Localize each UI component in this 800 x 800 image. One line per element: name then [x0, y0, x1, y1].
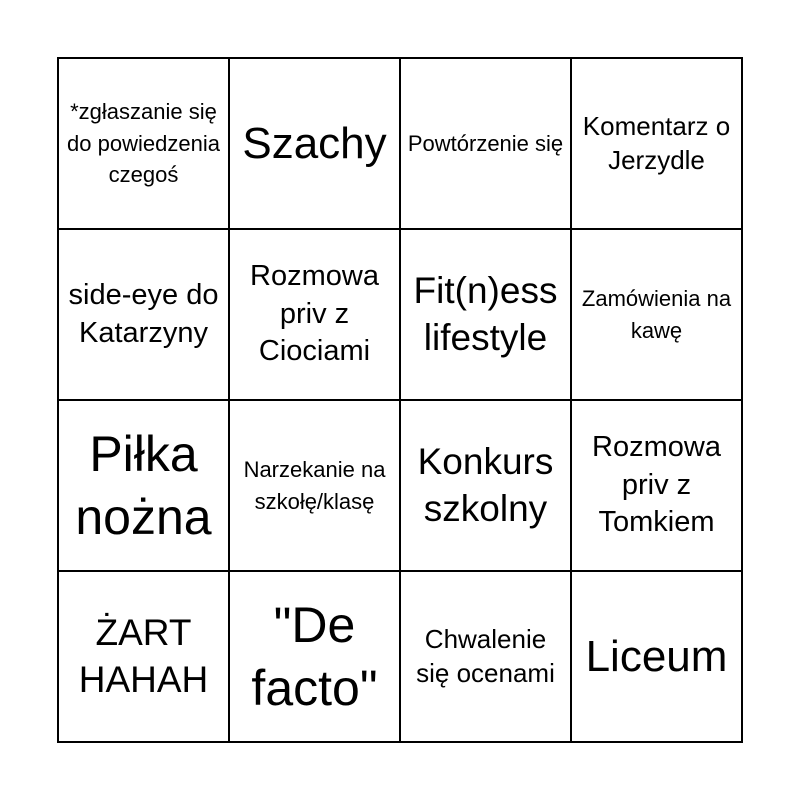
bingo-cell-r2c1[interactable] — [59, 230, 230, 401]
bingo-cell-r2c2[interactable] — [230, 230, 401, 401]
cell-label: Piłka nożna — [75, 426, 212, 545]
bingo-cell-r2c3[interactable] — [401, 230, 572, 401]
cell-label: Zamówienia na kawę — [581, 285, 732, 343]
bingo-cell-r1c2[interactable] — [230, 59, 401, 230]
cell-label: Narzekanie na szkołę/klasę — [243, 456, 386, 514]
cell-label: Konkurs szkolny — [417, 441, 554, 529]
cell-label: "De facto" — [251, 597, 378, 716]
cell-label: Szachy — [242, 118, 387, 168]
cell-label: Chwalenie się ocenami — [416, 623, 555, 688]
bingo-cell-r1c1[interactable] — [59, 59, 230, 230]
cell-label: Komentarz o Jerzydle — [582, 110, 731, 175]
bingo-cell-r4c3[interactable] — [401, 572, 572, 743]
bingo-cell-r3c2[interactable] — [230, 401, 401, 572]
cell-label: Liceum — [585, 631, 728, 681]
bingo-cell-r3c4[interactable] — [572, 401, 743, 572]
cell-label: Fit(n)ess lifestyle — [413, 270, 558, 358]
cell-label: Powtórzenie się — [407, 130, 564, 156]
bingo-cell-r4c4[interactable] — [572, 572, 743, 743]
bingo-cell-r4c1[interactable] — [59, 572, 230, 743]
bingo-cell-r1c4[interactable] — [572, 59, 743, 230]
cell-label: Rozmowa priv z Tomkiem — [592, 430, 721, 539]
cell-label: Rozmowa priv z Ciociami — [250, 259, 379, 368]
bingo-board — [57, 57, 743, 743]
bingo-cell-r2c4[interactable] — [572, 230, 743, 401]
bingo-cell-r3c3[interactable] — [401, 401, 572, 572]
bingo-cell-r3c1[interactable] — [59, 401, 230, 572]
cell-label: side-eye do Katarzyny — [68, 278, 219, 349]
bingo-cell-r1c3[interactable] — [401, 59, 572, 230]
cell-label: *zgłaszanie się do powiedzenia czegoś — [67, 98, 220, 188]
bingo-cell-r4c2[interactable] — [230, 572, 401, 743]
cell-label: ŻART HAHAH — [78, 612, 209, 700]
